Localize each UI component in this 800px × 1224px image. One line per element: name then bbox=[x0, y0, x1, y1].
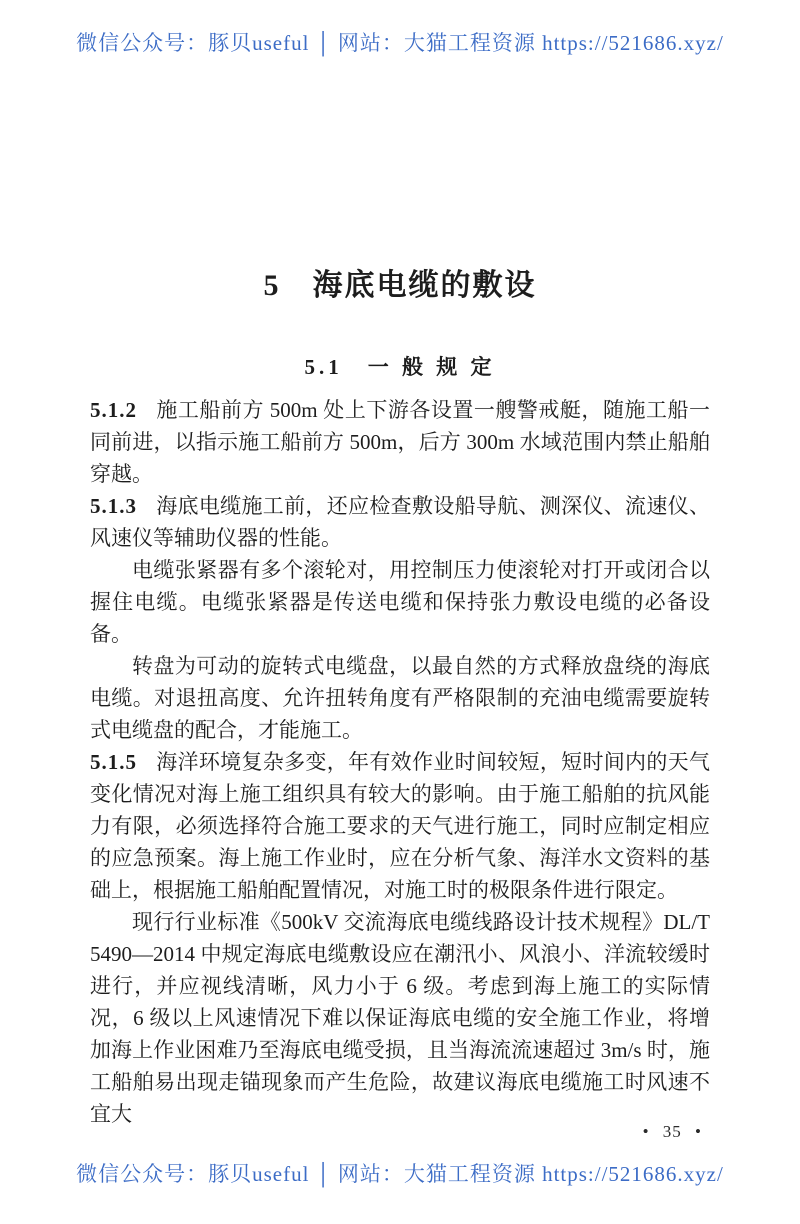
clause-number: 5.1.3 bbox=[90, 494, 137, 518]
clause-number: 5.1.5 bbox=[90, 750, 137, 774]
document-body bbox=[90, 394, 710, 1130]
paragraph-industry-standard bbox=[90, 906, 710, 1130]
paragraph-text: 海底电缆施工前，还应检查敷设船导航、测深仪、流速仪、风速仪等辅助仪器的性能。 bbox=[90, 494, 710, 550]
paragraph-text: 转盘为可动的旋转式电缆盘，以最自然的方式释放盘绕的海底电缆。对退扭高度、允许扭转角度有严格限制的充油电缆需要旋转式电缆盘的配合，才能施工。 bbox=[90, 654, 710, 742]
section-title: 5.1 一 般 规 定 bbox=[304, 355, 496, 379]
paragraph-5-1-5 bbox=[90, 746, 710, 906]
paragraph-text: 电缆张紧器有多个滚轮对，用控制压力使滚轮对打开或闭合以握住电缆。电缆张紧器是传送电缆和保持张力敷设电缆的必备设备。 bbox=[90, 558, 710, 646]
header-watermark: 微信公众号：豚贝useful │ 网站：大猫工程资源 https://521686.xyz/ bbox=[76, 31, 724, 55]
paragraph-5-1-2 bbox=[90, 394, 710, 490]
paragraph-text: 施工船前方 500m 处上下游各设置一艘警戒艇，随施工船一同前进，以指示施工船前方 500m，后方 300m 水域范围内禁止船舶穿越。 bbox=[90, 398, 710, 486]
page-number: • 35 • bbox=[642, 1122, 702, 1141]
paragraph-text: 现行行业标准《500kV 交流海底电缆线路设计技术规程》DL/T 5490—2014 中规定海底电缆敷设应在潮汛小、风浪小、洋流较缓时进行，并应视线清晰，风力小于 6 级。考虑到海上施工的实际情况，6 级以上风速情况下难以保证海底电缆的安全施工作业，将增加海上作业困难乃至海底电缆受损，且当海流流速超过 3m/s 时，施工船舶易出现走锚现象而产生危险，故建议海底电缆施工时风速不宜大 bbox=[90, 910, 710, 1126]
clause-number: 5.1.2 bbox=[90, 398, 137, 422]
footer-watermark: 微信公众号：豚贝useful │ 网站：大猫工程资源 https://521686.xyz/ bbox=[76, 1162, 724, 1186]
paragraph-turntable bbox=[90, 650, 710, 746]
paragraph-cable-tensioner bbox=[90, 554, 710, 650]
chapter-title: 5 海底电缆的敷设 bbox=[263, 269, 537, 302]
paragraph-text: 海洋环境复杂多变，年有效作业时间较短，短时间内的天气变化情况对海上施工组织具有较大的影响。由于施工船舶的抗风能力有限，必须选择符合施工要求的天气进行施工，同时应制定相应的应急预案。海上施工作业时，应在分析气象、海洋水文资料的基础上，根据施工船舶配置情况，对施工时的极限条件进行限定。 bbox=[90, 750, 710, 902]
paragraph-5-1-3 bbox=[90, 490, 710, 554]
